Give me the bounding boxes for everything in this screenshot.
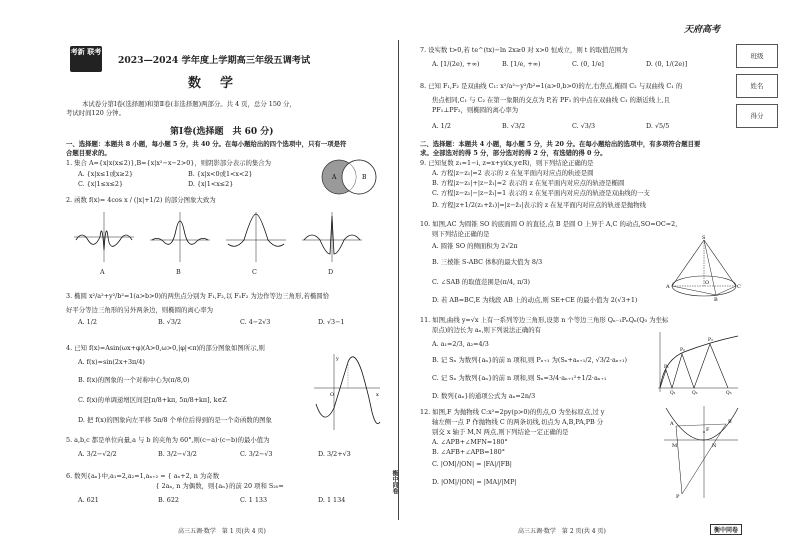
q7-option-b[interactable]: B. [1/e, +∞) [502,60,541,68]
q3-option-c[interactable]: C. 4−2√3 [240,318,271,326]
q5-option-b[interactable]: B. 3/2−√3/2 [158,450,197,458]
q10-label-b: B [714,297,718,303]
q2-stem: 2. 函数 f(x)= 4cos x / (|x|+1/2) 的部分图象大致为 [66,196,216,204]
q12-label-b: B [728,419,732,425]
venn-label-b: B [362,174,367,181]
q12-stem-2: 轴左侧一点 P 作抛物线 C 的两条切线,切点为 A,B,PA,PB 分 [432,418,604,426]
q12-stem-3: 别交 x 轴于 M,N 两点,则下列结论一定正确的是 [432,428,569,436]
exam-logo: 考新 联考 [70,46,102,72]
name-field[interactable] [736,74,778,98]
q8-option-a[interactable]: A. 1/2 [432,122,451,130]
q2-label-c: C [252,268,257,276]
q10-option-d[interactable]: D. 若 AB=BC,E 为线段 AB 上的动点,则 SE+CE 的最小值为 2(√3+1) [432,296,638,304]
q2-label-b: B [176,268,181,276]
q7-option-c[interactable]: C. (0, 1/e] [572,60,604,68]
q4-option-d[interactable]: D. 把 f(x)的图象向左平移 5π/8 个单位后得到的是一个奇函数的图象 [78,416,272,424]
q12-parabola-diagram [662,404,740,500]
q7-option-d[interactable]: D. (0, 1/(2e)] [646,60,688,68]
q9-option-b[interactable]: B. 方程|z−z₁|+|z−z̄₁|=2 表示的 z 在复平面内对应点的轨迹是椭圆 [432,179,625,187]
brand-logo: 天府高考 [684,25,721,35]
part1-instructions-2: 合题目要求的。 [66,149,111,157]
q12-option-c[interactable]: C. |OM|/|ON| = |FA|/|FB| [432,460,512,468]
q11-option-c[interactable]: C. 记 Sₙ 为数列{aₙ}的前 n 项和,则 Sₙ=3/4·aₙ₊₁²+1/2·aₙ₊₁ [432,374,607,382]
q5-option-d[interactable]: D. 3/2+√3 [318,450,351,458]
intro-line-1: 本试卷分第Ⅰ卷(选择题)和第Ⅱ卷(非选择题)两部分。共 4 页，总分 150 分， [82,100,296,108]
q10-label-s: S [702,235,706,241]
section1-title: 第Ⅰ卷(选择题 共 60 分) [170,127,274,137]
q7-stem: 7. 设实数 t>0,若 te^(tx)−ln 2x≥0 对 x>0 恒成立，则 t 的取值范围为 [420,46,628,54]
q3-stem-2: 好平分等边三角形的另外两条边，则椭圆的离心率为 [66,306,213,314]
q12-option-d[interactable]: D. |OM|/|ON| = |MA|/|MP| [432,478,517,486]
q12-label-p: P [676,494,680,500]
q1-option-b[interactable]: B. {x|x<0或1<x<2} [188,170,253,178]
q11-triangles-graph [654,330,740,396]
q6-option-b[interactable]: B. 622 [158,496,179,504]
q11-option-b[interactable]: B. 记 Sₙ 为数列{aₙ}的前 n 项和,则 Pₙ₊₁ 为(Sₙ+aₙ₊₁/2, √3/2·aₙ₊₁) [432,356,628,364]
q6-stem-2: { 2aₙ, n 为偶数，则{aₙ}的前 20 项和 S₂₀= [66,482,284,490]
q9-option-d[interactable]: D. 方程|z+1/2(z₁+z̄₁)|=|z−z̄₁|表示的 z 在复平面内对应点的轨迹是抛物线 [432,201,647,209]
q6-option-d[interactable]: D. 1 134 [318,496,346,504]
q12-option-b[interactable]: B. ∠AFB+∠APB=180° [432,448,505,456]
q3-stem-1: 3. 椭圆 x²/a²+y²/b²=1(a>b>0)的两焦点分别为 F₁,F₂,以 F₁F₂ 为边作等边三角形,若椭圆恰 [66,292,330,300]
q2-function-graphs [72,210,362,264]
q2-label-d: D [328,268,334,276]
q4-y-axis-label: y [336,356,339,362]
class-field[interactable] [736,44,778,68]
q4-option-a[interactable]: A. f(x)=sin(2x+3π/4) [78,358,145,366]
q3-option-b[interactable]: B. √3/2 [158,318,182,326]
center-stamp: 衡中同卷 [391,470,398,494]
q1-option-d[interactable]: D. {x|1<x≤2} [188,180,234,188]
q9-option-c[interactable]: C. 方程|z−z₁|−|z−z̄₁|=1 表示的 z 在复平面内对应点的轨迹是双曲线的一支 [432,189,650,197]
class-label: 班级 [750,52,764,60]
q6-option-c[interactable]: C. 1 133 [240,496,268,504]
q11-label-p3: P₃ [708,338,713,343]
q12-label-m: M [672,443,678,449]
q1-option-c[interactable]: C. {x|1≤x≤2} [78,180,124,188]
q10-stem-1: 10. 如图,AC 为圆锥 SO 的底面圆 O 的直径,点 B 是圆 O 上异于 A,C 的动点,SO=OC=2, [420,220,678,228]
q8-stem-1: 8. 已知 F₁,F₂ 是双曲线 C₁: x²/a²−y²/b²=1(a>0,b>0)的左,右焦点,椭圆 C₂ 与双曲线 C₁ 的 [420,82,683,90]
q2-graph-b[interactable] [150,212,210,262]
q1-option-a[interactable]: A. {x|x≤1或x≥2} [78,170,134,178]
q12-stem-1: 12. 如图,F 为抛物线 C:x²=2py(p>0)的焦点,O 为坐标原点,过 y [420,408,605,416]
part2-instructions-2: 求。全部选对的得 5 分，部分选对的得 2 分，有选错的得 0 分。 [420,149,607,157]
name-label: 姓名 [750,82,764,90]
q2-graph-a[interactable] [74,212,134,262]
score-label: 得分 [750,112,764,120]
right-stamp: 衡中同卷 [710,524,742,535]
q5-option-c[interactable]: C. 3/2−√3 [240,450,273,458]
part1-instructions-1: 一、选择题：本题共 8 小题，每小题 5 分，共 40 分。在每小题给出的四个选项中，只有一项是符 [66,140,347,148]
exam-title: 2023—2024 学年度上学期高三年级五调考试 [118,55,311,66]
q10-label-a: A [666,284,670,290]
q12-label-f: F [706,427,710,433]
score-field[interactable] [736,104,778,128]
q4-sine-graph [312,352,382,432]
page-right [400,0,794,547]
q1-venn-diagram [318,158,380,196]
q11-label-q3: Q₃ [726,391,732,396]
q6-option-a[interactable]: A. 621 [78,496,99,504]
q8-stem-3: PF₁⊥PF₂，则椭圆的离心率为 [432,106,519,114]
q11-label-q2: Q₂ [692,391,698,396]
q4-stem: 4. 已知 f(x)=Asin(ωx+φ)(A>0,ω>0,|φ|<π)的部分图象如图所示,则 [66,344,265,352]
q11-label-p1: P₁ [664,365,669,370]
q10-option-a[interactable]: A. 圆锥 SO 的侧面积为 2√2π [432,242,518,250]
q2-graph-d[interactable] [302,212,362,262]
q3-option-d[interactable]: D. √3−1 [318,318,345,326]
q12-label-a: A [670,421,674,427]
q11-stem-1: 11. 如图,曲线 y=√x 上有一系列等边三角形,设第 n 个等边三角形 Qₙ₋₁PₙQₙ(Q₀ 为坐标 [420,316,669,324]
q10-option-c[interactable]: C. ∠SAB 的取值范围是(π/4, π/3) [432,278,531,286]
q8-option-d[interactable]: D. √5/5 [646,122,670,130]
q8-option-b[interactable]: B. √3/2 [502,122,526,130]
part2-instructions-1: 二、选择题：本题共 4 小题，每小题 5 分，共 20 分。在每小题给出的选项中，有多项符合题目要 [420,140,701,148]
q9-option-a[interactable]: A. 方程|z−z₁|=2 表示的 z 在复平面内对应点的轨迹是圆 [432,169,594,177]
q4-x-axis-label: x [376,392,379,398]
venn-label-a: A [332,174,337,181]
q11-label-p2: P₂ [680,348,685,353]
q10-option-b[interactable]: B. 三棱锥 S-ABC 体积的最大值为 8/3 [432,258,543,266]
q9-stem: 9. 已知复数 z₁=1−i, z=x+yi(x,y∈R)，则下列结论正确的是 [420,159,594,167]
footer-page-2: 高三五调·数学 第 2 页(共 4 页) [518,528,606,535]
q8-option-c[interactable]: C. √3/3 [572,122,596,130]
q12-label-n: N [712,443,717,449]
q10-label-c: C [737,284,741,290]
subject-title: 数 学 [188,76,237,91]
q1-stem: 1. 集合 A={x|x(x≤2)},B={x|x²−x−2>0}，则阴影部分表示的集合为 [66,159,272,167]
q11-stem-2: 原点)的边长为 aₙ,则下列说法正确的有 [432,326,541,334]
q7-option-a[interactable]: A. [1/(2e), +∞) [432,60,480,68]
page-divider [398,40,399,520]
q11-option-a[interactable]: A. a₁=2/3, a₂=4/3 [432,340,489,348]
footer-page-1: 高三五调·数学 第 1 页(共 4 页) [178,528,266,535]
q11-label-q1: Q₁ [670,391,676,396]
q6-stem-1: 6. 数列{aₙ}中,a₁=2,a₂=1,aₙ₊₂ = { aₙ+2, n 为奇数 [66,472,220,480]
q5-option-a[interactable]: A. 3/2−√2/2 [78,450,117,458]
q10-label-o: O [705,280,710,286]
q2-graph-c[interactable] [226,212,286,262]
q11-option-d[interactable]: D. 数列{aₙ}的通项公式为 aₙ=2n/3 [432,392,536,400]
q4-origin-label: O [330,392,335,398]
intro-line-2: 考试时间120 分钟。 [66,109,125,117]
q2-label-a: A [100,268,105,276]
q10-cone-diagram [666,235,741,303]
q8-stem-2: 焦点相同,C₁ 与 C₂ 在第一象限的交点为 P,若 PF₁ 的中点在双曲线 C₁ 的渐近线上,且 [432,96,670,104]
q10-stem-2: 则下列结论正确的是 [432,230,490,238]
q4-option-c[interactable]: C. f(x)的单调递增区间是[π/8+kπ, 5π/8+kπ], k∈Z [78,396,227,404]
q12-option-a[interactable]: A. ∠APB+∠MFN=180° [432,438,508,446]
q4-option-b[interactable]: B. f(x)的图象的一个对称中心为(π/8,0) [78,376,190,384]
q3-option-a[interactable]: A. 1/2 [78,318,97,326]
q5-stem: 5. a,b,c 都是单位向量,a 与 b 的夹角为 60°,则(c−a)·(c−b)的最小值为 [66,436,270,444]
